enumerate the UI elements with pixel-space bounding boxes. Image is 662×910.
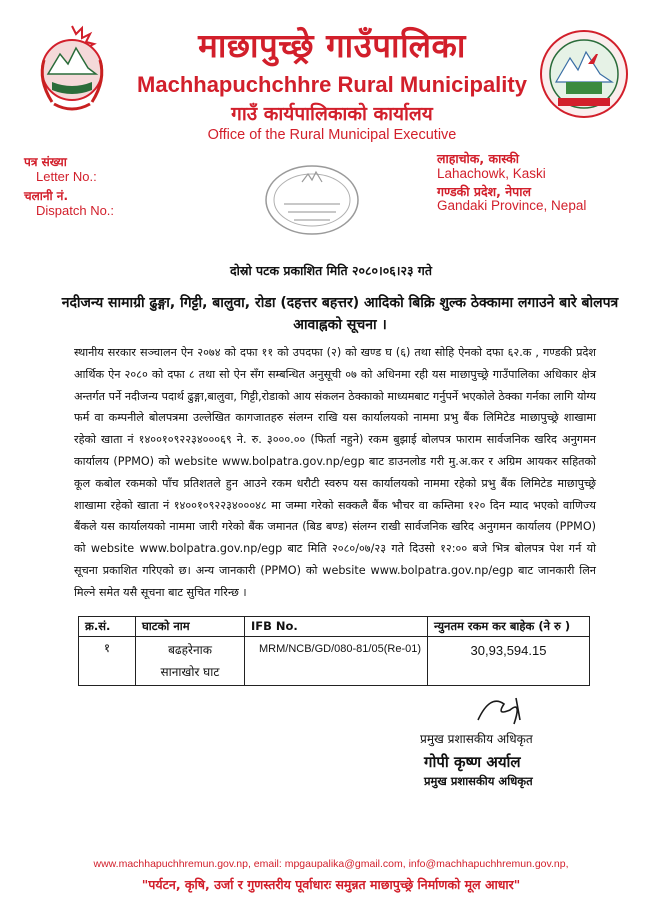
municipality-logo-icon [538,28,630,120]
publication-date-line: दोस्रो पटक प्रकाशित मिति २०८०।०६।२३ गते [230,263,432,278]
notice-body-paragraph: स्थानीय सरकार सञ्चालन ऐन २०७४ को दफा ११ को उपदफा (२) को खण्ड घ (६) तथा सोहि ऐनको दफा ६२.क , गण्डकी प्रदेश आर्थिक ऐन २०८० को दफा ८ तथा सो ऐन सँग सम्बन्धित अनुसूची ०७ को अधिनमा रही यस माछापुच्छ्रे गाउँपालिका अधिकार क्षेत्र अन्तर्गत पर्ने नदीजन्य पदार्थ ढुङ्गा,बालुवा, गिट्टी,रोडाको आय संकलन ठेक्काको माध्यमबाट गर्नुपर्ने भएकोले ठेक्का गर्नका लागि योग्य फर्म वा कम्पनीले बोलपत्रमा उल्लेखित कागजातहरु संलग्न राखि यस कार्यालयको नाममा प्रभु बैंक लिमिटेड माछापुच्छ्रे शाखामा रहेको खाता नं १४००१०९२२३४०००६९ ने. रु. ३०००.०० (फिर्ता नहुने) रकम बुझाई बोलपत्र फाराम सार्वजनिक खरिद अनुगमन कार्यालय (PPMO) को website www.bolpatra.gov.np/egp बाट डाउनलोड गरी मु.अ.कर र अग्रिम आयकर सहितको कूल कबोल रकमको पाँच प्रतिशतले हुन आउने रकम धरौटी स्वरुप यस कार्यालयको नाममा रहेको प्रभु बैंक लिमिटेड माछापुच्छ्रे शाखामा रहेको खाता नं १४००१०९२२३४०००४८ मा जम्मा गरेको सक्कलै बैंक भौचर वा कम्तिमा १२० दिन म्याद भएको वाणिज्य बैंकले यस कार्यालयको नाममा जारी गरेको बैंक जमानत (बिड बण्ड) संलग्न राखी सार्वजनिक खरिद अनुगमन कार्यालय (PPMO) को website www.bolpatra.gov.np/egp बाट मिति २०८०/०७/२३ गते दिउसो १२:०० बजे भित्र बोलपत्र पेश गर्न यो सूचना प्रकाशित गरिएको छ। अन्य जानकारी (PPMO) को website www.bolpatra.gov.np/egp बाट जानकारी लिन मिल्ने समेत यसै सूचना बाट सुचित गरिन्छ । [74,346,596,599]
footer-contact: www.machhapuchhremun.gov.np, email: mpgaupalika@gmail.com, info@machhapuchhremun.gov.np, [93,858,569,870]
office-stamp-icon [262,160,362,240]
signature-title-handwritten: प्रमुख प्रशासकीय अधिकृत [420,732,533,746]
cell-sn: १ [79,637,136,686]
address-line1-en: Lahachowk, Kaski [437,166,546,181]
header-ghat-name: घाटको नाम [136,617,245,637]
footer-motto: "पर्यटन, कृषि, उर्जा र गुणस्तरीय पूर्वाधारः समुन्नत माछापुच्छ्रे निर्माणको मूल आधार" [141,877,521,892]
address-line2-np: गण्डकी प्रदेश, नेपाल [437,184,531,199]
tender-table [78,616,590,686]
letter-no-label-en: Letter No.: [36,169,97,184]
dispatch-no-label-en: Dispatch No.: [36,203,115,218]
notice-title: नदीजन्य सामाग्री ढुङ्गा, गिट्टी, बालुवा, रोडा (दहत्तर बहत्तर) आदिको बिक्रि शुल्क ठेक्कामा लगाउने बारे बोलपत्र आवाह्नको सूचना । [61,295,619,333]
ghat-name-line1: बढहरेनाक [168,643,212,657]
table-row [79,637,590,686]
header-office-en: Office of the Rural Municipal Executive [207,127,457,143]
address-line2-en: Gandaki Province, Nepal [437,198,587,213]
nepal-emblem-icon [30,20,114,120]
header-sn: क्र.सं. [79,617,136,637]
address-line1-np: लाहाचोक, कास्की [437,151,520,166]
signatory-name: गोपी कृष्ण अर्याल [424,753,521,771]
signatory-title: प्रमुख प्रशासकीय अधिकृत [424,774,533,788]
notice-body [74,342,596,604]
header-title-np: माछापुच्छ्रे गाउँपालिका [198,26,466,65]
cell-ifb: MRM/NCB/GD/080-81/05(Re-01) [245,637,428,686]
ghat-name-line2: सानाखोर घाट [160,665,220,679]
table-header-row [79,617,590,637]
header-office-np: गाउँ कार्यपालिकाको कार्यालय [231,103,433,125]
header-ifb: IFB No. [245,617,428,637]
cell-ghat-name [136,637,245,686]
dispatch-no-label-np: चलानी नं. [24,189,69,203]
cell-amount: 30,93,594.15 [428,637,590,686]
header-title-en: Machhapuchchhre Rural Municipality [137,72,527,97]
letter-no-label-np: पत्र संख्या [24,155,67,169]
signature-mark-icon [470,690,540,730]
header-amount: न्युनतम रकम कर बाहेक (ने रु ) [428,617,590,637]
